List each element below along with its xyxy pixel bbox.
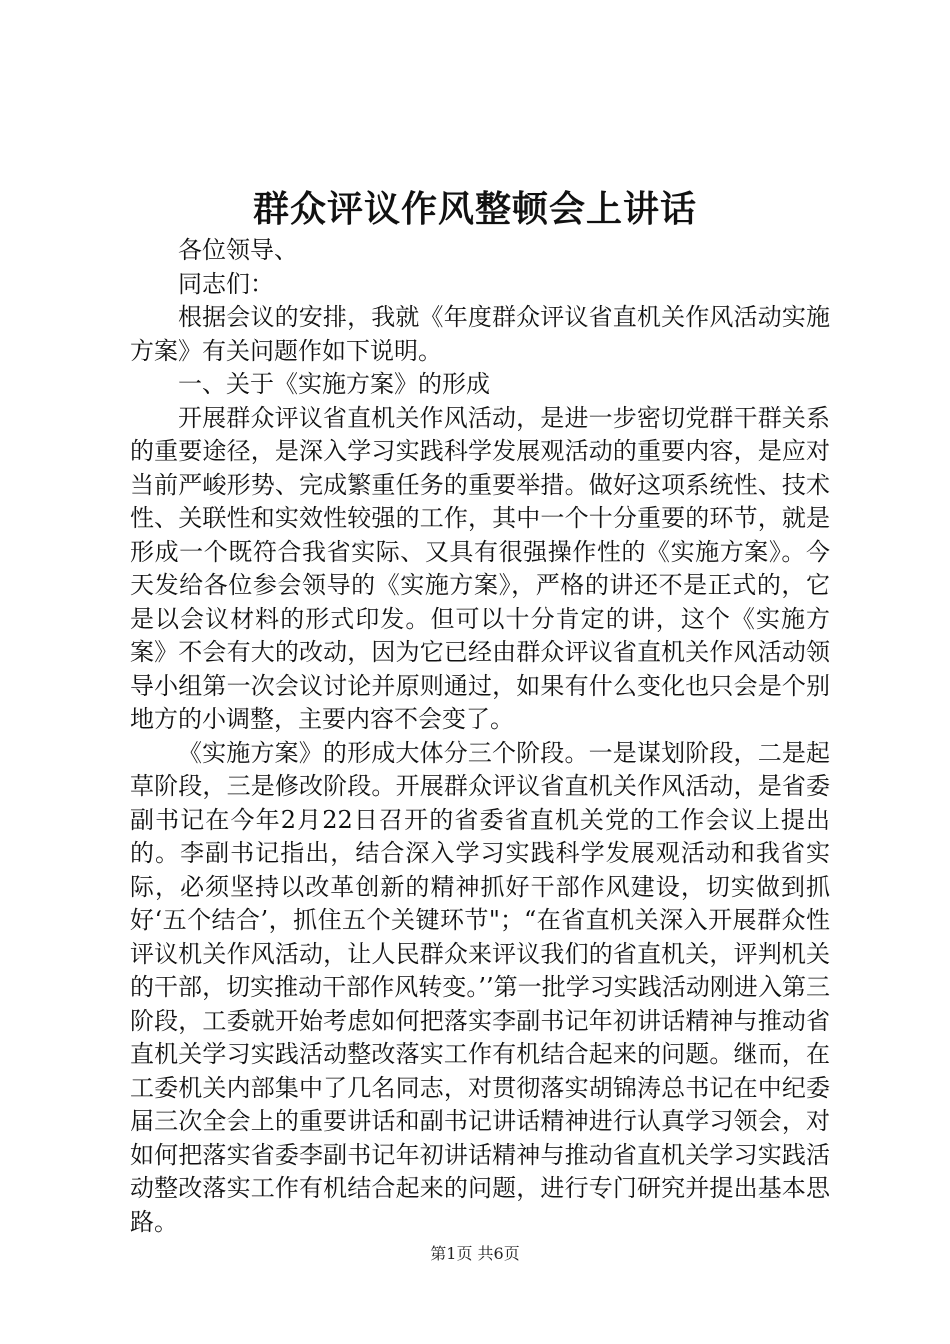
section-heading-1: 一、关于《实施方案》的形成 <box>178 370 490 398</box>
intro-paragraph: 根据会议的安排，我就《年度群众评议省直机关作风活动实施方案》有关问题作如下说明。 <box>130 303 830 365</box>
document-title: 群众评议作风整顿会上讲话 <box>252 188 697 230</box>
body-paragraph: 开展群众评议省直机关作风活动，是进一步密切党群干群关系的重要途径，是深入学习实践科学发展观活动的重要内容，是应对当前严峻形势、完成繁重任务的重要举措。做好这项系统性、技术性、关联性和实效性较强的工作，其中一个十分重要的环节，就是形成一个既符合我省实际、又具有很强操作性的《实施方案》。今天发给各位参会领导的《实施方案》，严格的讲还不是正式的，它是以会议材料的形式印发。但可以十分肯定的讲，这个《实施方案》不会有大的改动，因为它已经由群众评议省直机关作风活动领导小组第一次会议讨论并原则通过，如果有什么变化也只会是个别地方的小调整，主要内容不会变了。 <box>130 403 830 733</box>
page-number-footer: 第1页 共6页 <box>430 1244 520 1263</box>
salutation-leaders: 各位领导、 <box>178 236 298 264</box>
document-body <box>130 234 830 1239</box>
body-paragraph: 《实施方案》的形成大体分三个阶段。一是谋划阶段，二是起草阶段，三是修改阶段。开展群众评议省直机关作风活动，是省委副书记在今年2月22日召开的省委省直机关党的工作会议上提出的。李副书记指出，结合深入学习实践科学发展观活动和我省实际，必须坚持以改革创新的精神抓好干部作风建设，切实做到抓好‘五个结合’，抓住五个关键环节"；“在省直机关深入开展群众性评议机关作风活动，让人民群众来评议我们的省直机关，评判机关的干部，切实推动干部作风转变。’’第一批学习实践活动刚进入第三阶段，工委就开始考虑如何把落实李副书记年初讲话精神与推动省直机关学习实践活动整改落实工作有机结合起来的问题。继而，在工委机关内部集中了几名同志，对贯彻落实胡锦涛总书记在中纪委届三次全会上的重要讲话和副书记讲话精神进行认真学习领会，对如何把落实省委李副书记年初讲话精神与推动省直机关学习实践活动整改落实工作有机结合起来的问题，进行专门研究并提出基本思路。 <box>130 738 830 1236</box>
salutation-comrades: 同志们： <box>178 269 274 298</box>
